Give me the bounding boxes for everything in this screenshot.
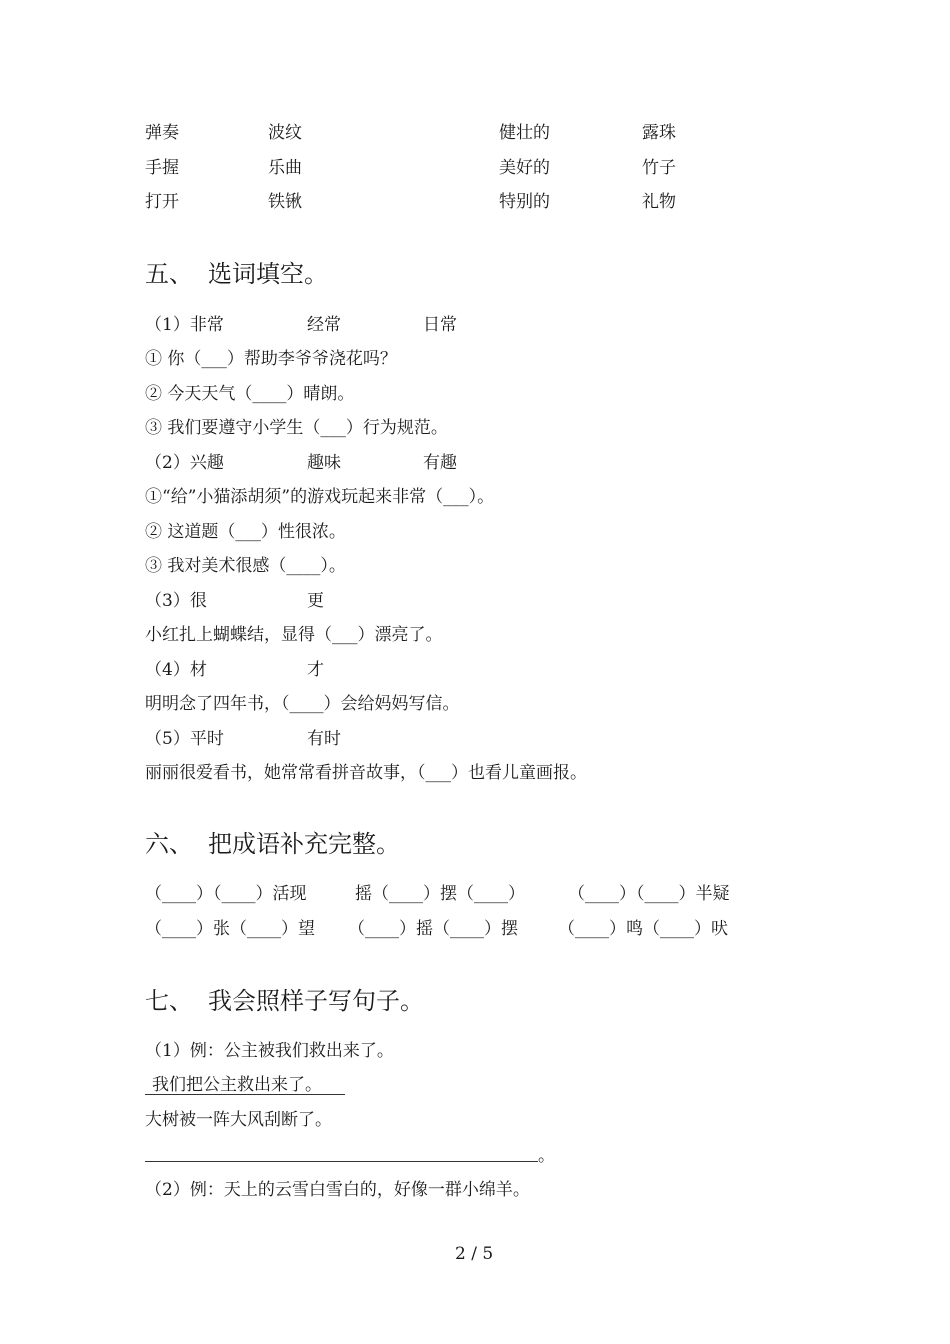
section5-title: 选词填空。 xyxy=(208,260,328,288)
page-number: 2 / 5 xyxy=(455,1244,494,1264)
s5-group1-question3: ③ 我们要遵守小学生（___）行为规范。 xyxy=(145,418,448,438)
s7-question1: 大树被一阵大风刮断了。 xyxy=(145,1110,332,1130)
s5-group2-question1: ①“给”小猫添胡须”的游戏玩起来非常（___）。 xyxy=(145,487,495,507)
s5-group1-question1: ① 你（___）帮助李爷爷浇花吗？ xyxy=(145,349,397,369)
match-col1-item-3: 打开 xyxy=(145,192,179,212)
s5-group3-label: （3）很 xyxy=(145,591,207,611)
s7-example2: （2）例：天上的云雪白雪白的，好像一群小绵羊。 xyxy=(145,1180,530,1200)
s5-group4-label: （4）材 xyxy=(145,660,207,680)
section6-title: 把成语补充完整。 xyxy=(208,830,400,858)
s5-group1-question2: ② 今天天气（____）晴朗。 xyxy=(145,384,355,404)
s7-example1: （1）例：公主被我们救出来了。 xyxy=(145,1041,394,1061)
section5-number: 五、 xyxy=(145,260,193,288)
s5-group2-question2: ② 这道题（___）性很浓。 xyxy=(145,522,346,542)
s5-group3-option2: 更 xyxy=(307,591,324,611)
s5-group1-label: （1）非常 xyxy=(145,315,224,335)
s5-group2-label: （2）兴趣 xyxy=(145,453,224,473)
s5-group1-option2: 经常 xyxy=(307,315,341,335)
match-col1-item-2: 手握 xyxy=(145,158,179,178)
s5-group5-label: （5）平时 xyxy=(145,729,224,749)
s5-group3-question1: 小红扎上蝴蝶结，显得（___）漂亮了。 xyxy=(145,625,443,645)
match-col4-item-3: 礼物 xyxy=(642,192,676,212)
section7-number: 七、 xyxy=(145,987,193,1015)
s5-group5-option2: 有时 xyxy=(307,729,341,749)
match-col4-item-1: 露珠 xyxy=(642,123,676,143)
s7-example1-underline xyxy=(145,1094,345,1095)
s5-group2-question3: ③ 我对美术很感（____）。 xyxy=(145,556,346,576)
match-col4-item-2: 竹子 xyxy=(642,158,676,178)
s5-group2-option2: 趣味 xyxy=(307,453,341,473)
section6-number: 六、 xyxy=(145,830,193,858)
s5-group4-question1: 明明念了四年书，（____）会给妈妈写信。 xyxy=(145,694,460,714)
idiom-row1-a: （____）（____）活现 xyxy=(145,884,307,904)
match-col2-item-2: 乐曲 xyxy=(268,158,302,178)
section7-title: 我会照样子写句子。 xyxy=(208,987,424,1015)
match-col3-item-3: 特别的 xyxy=(499,192,550,212)
s5-group5-question1: 丽丽很爱看书，她常常看拼音故事，（___）也看儿童画报。 xyxy=(145,763,587,783)
s7-example1-answer: 我们把公主救出来了。 xyxy=(152,1075,322,1095)
idiom-row2-c: （____）鸣（____）吠 xyxy=(558,919,728,939)
s7-answer1-period: 。 xyxy=(538,1146,555,1166)
s5-group1-option3: 日常 xyxy=(423,315,457,335)
match-col3-item-1: 健壮的 xyxy=(499,123,550,143)
s7-answer1-line[interactable] xyxy=(145,1161,538,1162)
match-col2-item-3: 铁锹 xyxy=(268,192,302,212)
s5-group2-option3: 有趣 xyxy=(423,453,457,473)
idiom-row1-c: （____）（____）半疑 xyxy=(568,884,730,904)
idiom-row2-a: （____）张（____）望 xyxy=(145,919,315,939)
match-col3-item-2: 美好的 xyxy=(499,158,550,178)
match-col1-item-1: 弹奏 xyxy=(145,123,179,143)
idiom-row1-b: 摇（____）摆（____） xyxy=(355,884,525,904)
idiom-row2-b: （____）摇（____）摆 xyxy=(348,919,518,939)
s5-group4-option2: 才 xyxy=(307,660,324,680)
match-col2-item-1: 波纹 xyxy=(268,123,302,143)
